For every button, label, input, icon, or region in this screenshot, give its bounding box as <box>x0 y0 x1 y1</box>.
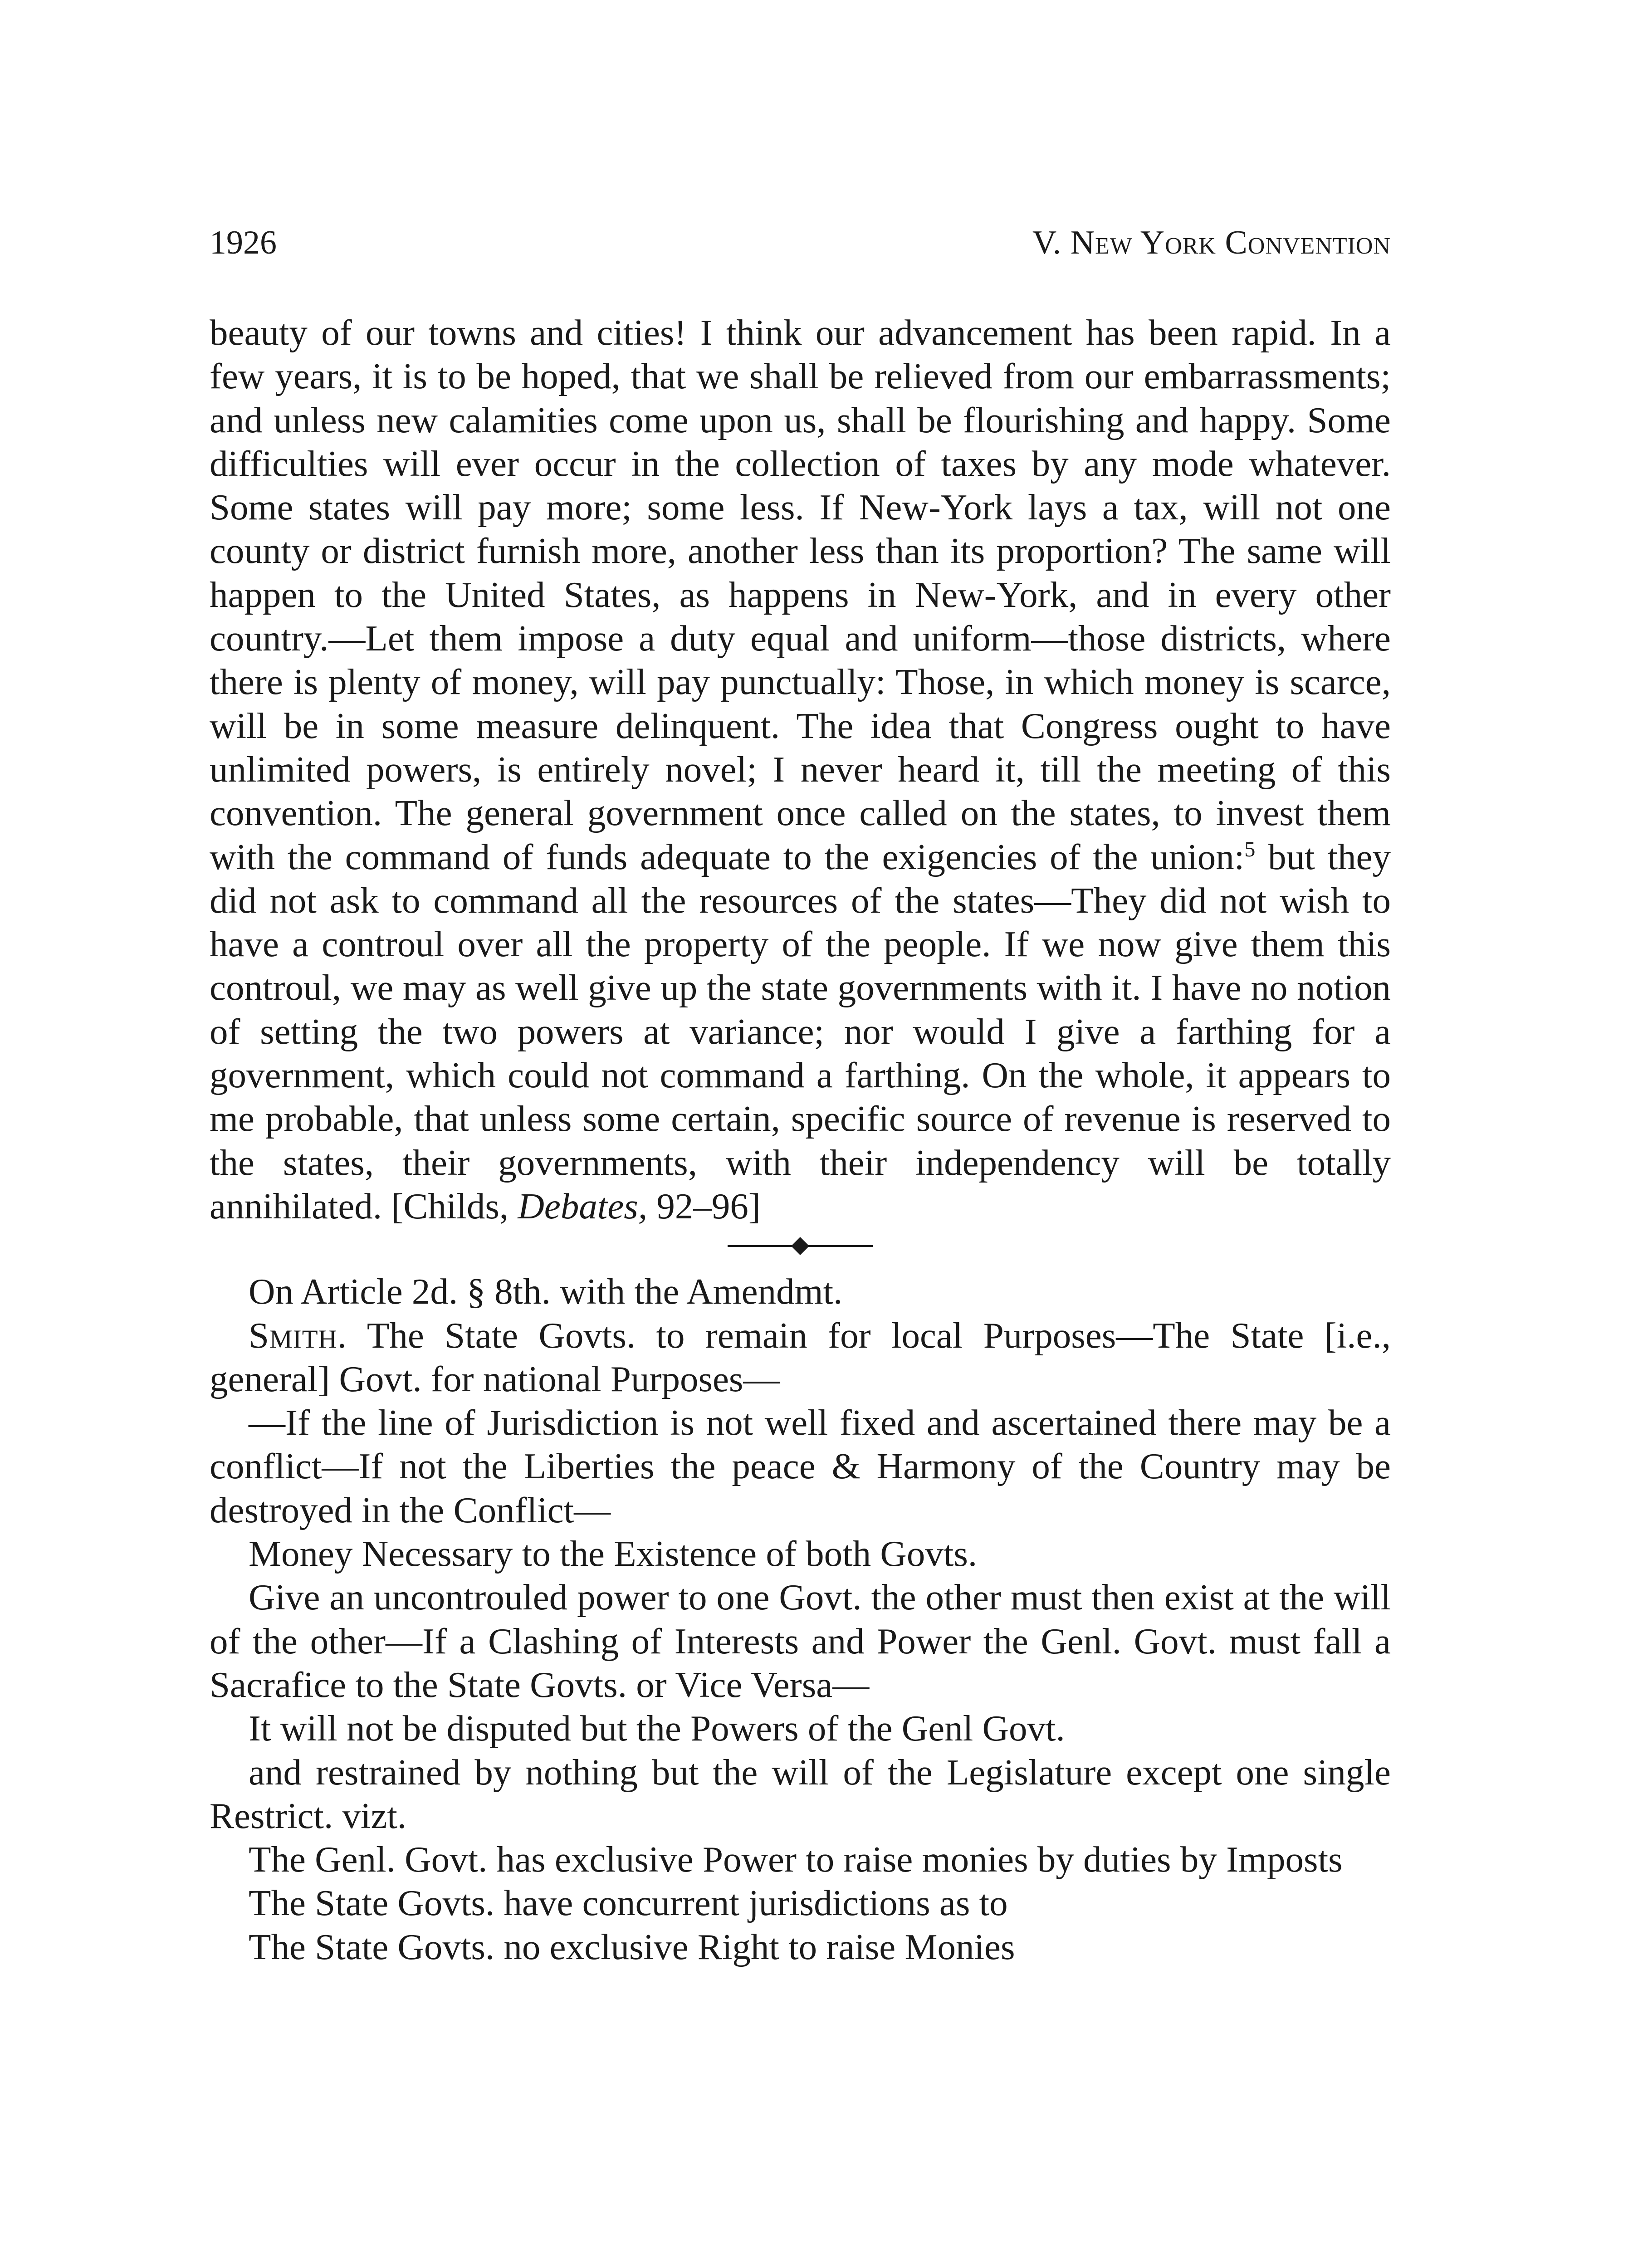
section-divider-ornament <box>210 1230 1391 1264</box>
speech-text-part-2: but they did not ask to command all the resources of the states—They did not wish to have a controul over all the property of the people. If we now give them this controul, we may as well give up the state governments with it. I have no notion of setting the two powers at variance; nor would I give a farthing for a government, which could not command a farthing. On the whole, it appears to me probable, that unless some certain, specific source of revenue is reserved to the states, their governments, with their independency will be totally annihilated. <box>210 836 1391 1227</box>
diamond-rule-icon <box>728 1233 873 1259</box>
citation-close: 92–96] <box>647 1185 761 1227</box>
citation-title: Debates, <box>518 1185 648 1227</box>
notes-paragraph: and restrained by nothing but the will of the Legislature except one single Restrict. vizt. <box>210 1751 1391 1836</box>
speech-text <box>210 311 1391 1228</box>
page-number: 1926 <box>210 224 277 261</box>
speech-paragraph <box>210 311 1391 1228</box>
notes-heading: On Article 2d. § 8th. with the Amendmt. <box>249 1271 843 1312</box>
notes-paragraph: —If the line of Jurisdiction is not well fixed and ascertained there may be a conflict—If not the Liberties the peace & Harmony of the Country may be destroyed in the Conflict— <box>210 1402 1391 1530</box>
running-title: V. New York Convention <box>1032 224 1391 261</box>
notes-text: The State Govts. to remain for local Purposes—The State [i.e., general] Govt. for national Purposes— <box>210 1315 1391 1399</box>
speech-text-part-1: beauty of our towns and cities! I think our advancement has been rapid. In a few years, it is to be hoped, that we shall be relieved from our embarrassments; and unless new calamities come upon us, shall be flourishing and happy. Some difficulties will ever occur in the collection of taxes by any mode whatever. Some states will pay more; some less. If New-York lays a tax, will not one county or district furnish more, another less than its proportion? The same will happen to the United States, as happens in New-York, and in every other country.—Let them impose a duty equal and uniform—those districts, where there is plenty of money, will pay punctually: Those, in which money is scarce, will be in some measure delinquent. The idea that Congress ought to have unlimited powers, is entirely novel; I never heard it, till the meeting of this convention. The general government once called on the states, to invest them with the command of funds adequate to the exigencies of the union: <box>210 312 1391 877</box>
footnote-marker: 5 <box>1244 837 1256 861</box>
speaker-name: Smith. <box>249 1315 347 1356</box>
notes-paragraph: It will not be disputed but the Powers of the Genl Govt. <box>249 1708 1065 1749</box>
notes-paragraph: The State Govts. have concurrent jurisdictions as to <box>249 1882 1008 1924</box>
notes-paragraph: Money Necessary to the Existence of both Govts. <box>249 1533 978 1574</box>
document-page <box>210 215 1391 1969</box>
notes-paragraph: The Genl. Govt. has exclusive Power to raise monies by duties by Imposts <box>249 1839 1343 1880</box>
manuscript-notes <box>210 1270 1391 1969</box>
notes-paragraph: The State Govts. no exclusive Right to raise Monies <box>249 1926 1015 1967</box>
notes-paragraph <box>210 1314 1391 1401</box>
notes-paragraph: Give an uncontrouled power to one Govt. the other must then exist at the will of the other—If a Clashing of Interests and Power the Genl. Govt. must fall a Sacrafice to the State Govts. or Vice Versa— <box>210 1577 1391 1705</box>
citation-open: [Childs, <box>391 1185 518 1227</box>
running-head <box>210 215 1391 270</box>
